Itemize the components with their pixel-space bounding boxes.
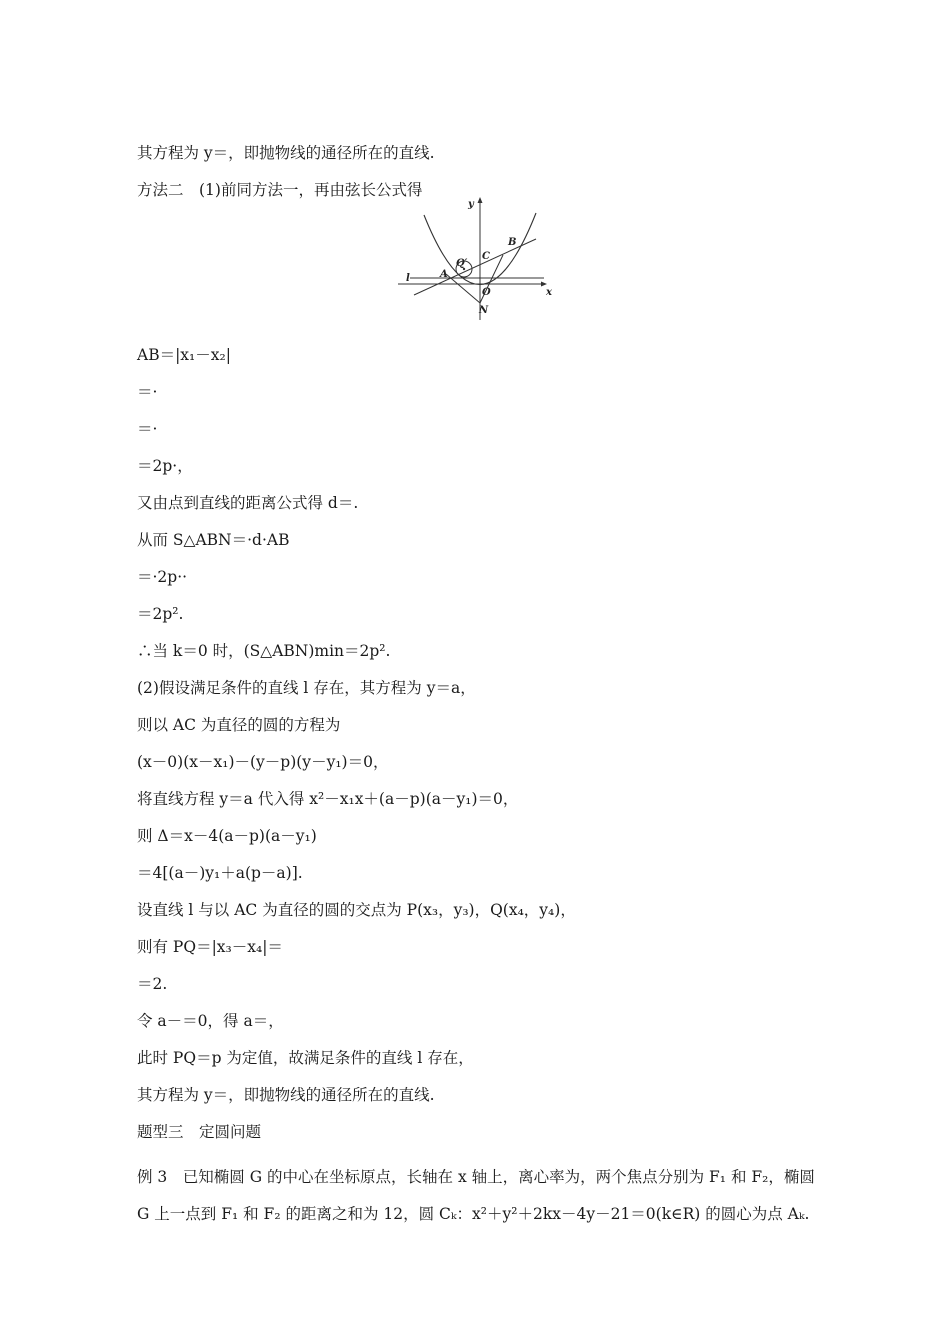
parabola-figure <box>396 195 556 325</box>
text-line-16: 则 Δ＝x－4(a－p)(a－y₁) <box>137 827 317 845</box>
x-axis-arrow <box>541 282 547 287</box>
label-y: y <box>468 199 474 210</box>
chord-ab <box>414 239 536 295</box>
text-line-5: ＝· <box>137 420 158 438</box>
label-q: Q′ <box>456 258 468 269</box>
section-heading: 题型三 定圆问题 <box>137 1123 262 1141</box>
text-line-1: 其方程为 y＝，即抛物线的通径所在的直线. <box>137 144 435 162</box>
text-line-23: 其方程为 y＝，即抛物线的通径所在的直线. <box>137 1086 435 1104</box>
label-n: N <box>479 305 489 316</box>
example-3-paragraph: 例 3 已知椭圆 G 的中心在坐标原点，长轴在 x 轴上，离心率为，两个焦点分别为 F₁ 和 F₂，椭圆 G 上一点到 F₁ 和 F₂ 的距离之和为 12，圆 Cₖ：x²＋y²＋2kx－4y－21＝0(k∈R) 的圆心为点 Aₖ. <box>137 1168 815 1223</box>
text-line-3: AB＝|x₁－x₂| <box>137 346 231 364</box>
text-line-19: 则有 PQ＝|x₃－x₄|＝ <box>137 938 283 956</box>
text-line-6: ＝2p·， <box>137 457 193 475</box>
label-a: A <box>440 269 448 280</box>
label-l: l <box>406 273 410 284</box>
text-line-10: ＝2p². <box>137 605 184 623</box>
text-line-9: ＝·2p·· <box>137 568 188 586</box>
text-line-17: ＝4[(a－)y₁＋a(p－a)]. <box>137 864 303 882</box>
text-line-11: ∴当 k＝0 时，(S△ABN)min＝2p². <box>137 642 391 660</box>
text-line-12: (2)假设满足条件的直线 l 存在，其方程为 y＝a， <box>137 679 476 697</box>
label-x: x <box>546 287 552 298</box>
text-line-21: 令 a－＝0，得 a＝， <box>137 1012 284 1030</box>
text-line-14: (x－0)(x－x₁)－(y－p)(y－y₁)＝0， <box>137 753 389 771</box>
label-b: B <box>508 237 517 248</box>
label-o: O <box>482 287 491 298</box>
text-line-15: 将直线方程 y＝a 代入得 x²－x₁x＋(a－p)(a－y₁)＝0， <box>137 790 519 808</box>
text-line-2: 方法二 (1)前同方法一，再由弦长公式得 <box>137 181 423 199</box>
label-c: C <box>482 251 490 262</box>
text-line-8: 从而 S△ABN＝·d·AB <box>137 531 290 549</box>
text-line-18: 设直线 l 与以 AC 为直径的圆的交点为 P(x₃，y₃)，Q(x₄，y₄)， <box>137 901 576 919</box>
text-line-13: 则以 AC 为直径的圆的方程为 <box>137 716 341 734</box>
text-line-7: 又由点到直线的距离公式得 d＝. <box>137 494 359 512</box>
y-axis-arrow <box>478 197 483 203</box>
text-line-20: ＝2. <box>137 975 168 993</box>
text-line-4: ＝· <box>137 383 158 401</box>
text-line-22: 此时 PQ＝p 为定值，故满足条件的直线 l 存在， <box>137 1049 474 1067</box>
